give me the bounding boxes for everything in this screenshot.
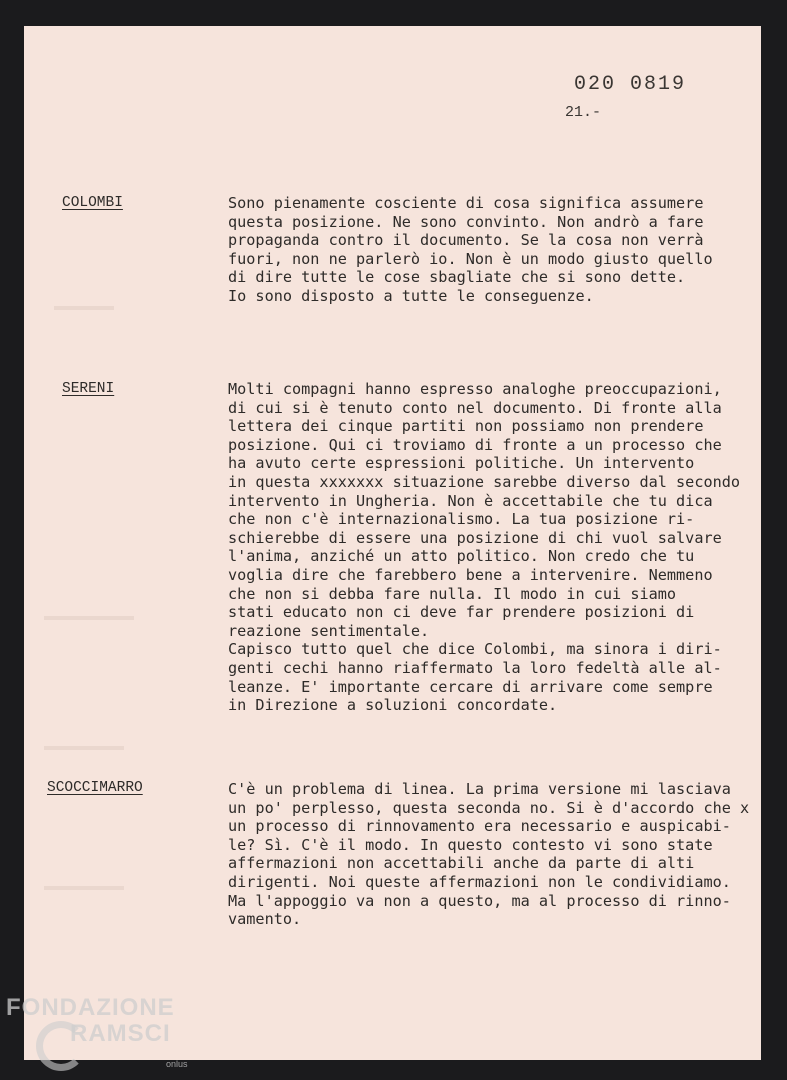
speaker-name: SCOCCIMARRO: [47, 780, 143, 796]
bleed-through-mark: [44, 746, 124, 750]
watermark-line-1: FONDAZIONE: [6, 994, 175, 1021]
page-number: 21.-: [565, 104, 602, 121]
bleed-through-mark: [44, 616, 134, 620]
speaker-name: SERENI: [62, 381, 115, 397]
watermark-line-2: RAMSCI: [70, 1020, 171, 1047]
watermark-line-3: onlus: [166, 1059, 188, 1069]
archive-reference-number: 020 0819: [574, 73, 687, 96]
speech-text: C'è un problema di linea. La prima versione mi lasciava un po' perplesso, questa seconda no. Si è d'accordo che x un processo di rinnovamento era necessario e auspicabi- le? Sì. C'è il modo. In questo contesto vi sono state affermazioni non accettabili anche da parte di alti dirigenti. Noi queste affermazioni non le condividiamo. Ma l'appoggio va non a questo, ma al processo di rinno- vamento.: [228, 780, 750, 929]
speech-text: Sono pienamente cosciente di cosa significa assumere questa posizione. Ne sono convinto. Non andrò a fare propaganda contro il documento. Se la cosa non verrà fuori, non ne parlerò io. Non è un modo giusto quello di dire tutte le cose sbagliate che si sono dette. Io sono disposto a tutte le conseguenze.: [228, 194, 713, 305]
foundation-watermark: [6, 994, 188, 1069]
speech-text: Molti compagni hanno espresso analoghe preoccupazioni, di cui si è tenuto conto nel documento. Di fronte alla lettera dei cinque partiti non possiamo non prendere posizione. Qui ci troviamo di fronte a un processo che ha avuto certe espressioni politiche. Un intervento in questa xxxxxxx situazione sarebbe diverso dal secondo intervento in Ungheria. Non è accettabile che tu dica che non c'è internazionalismo. La tua posizione ri- schierebbe di essere una posizione di chi vuol salvare l'anima, anziché un atto politico. Non credo che tu voglia dire che farebbero bene a intervenire. Nemmeno che non si debba fare nulla. Il modo in cui siamo stati educato non ci deve far prendere posizioni di reazione sentimentale. Capisco tutto quel che dice Colombi, ma sinora i diri- genti cechi hanno riaffermato la loro fedeltà alle al- leanze. E' importante cercare di arrivare come sempre in Direzione a soluzioni concordate.: [228, 380, 741, 715]
speaker-name: COLOMBI: [62, 195, 123, 211]
bleed-through-mark: [44, 886, 124, 890]
bleed-through-mark: [54, 306, 114, 310]
